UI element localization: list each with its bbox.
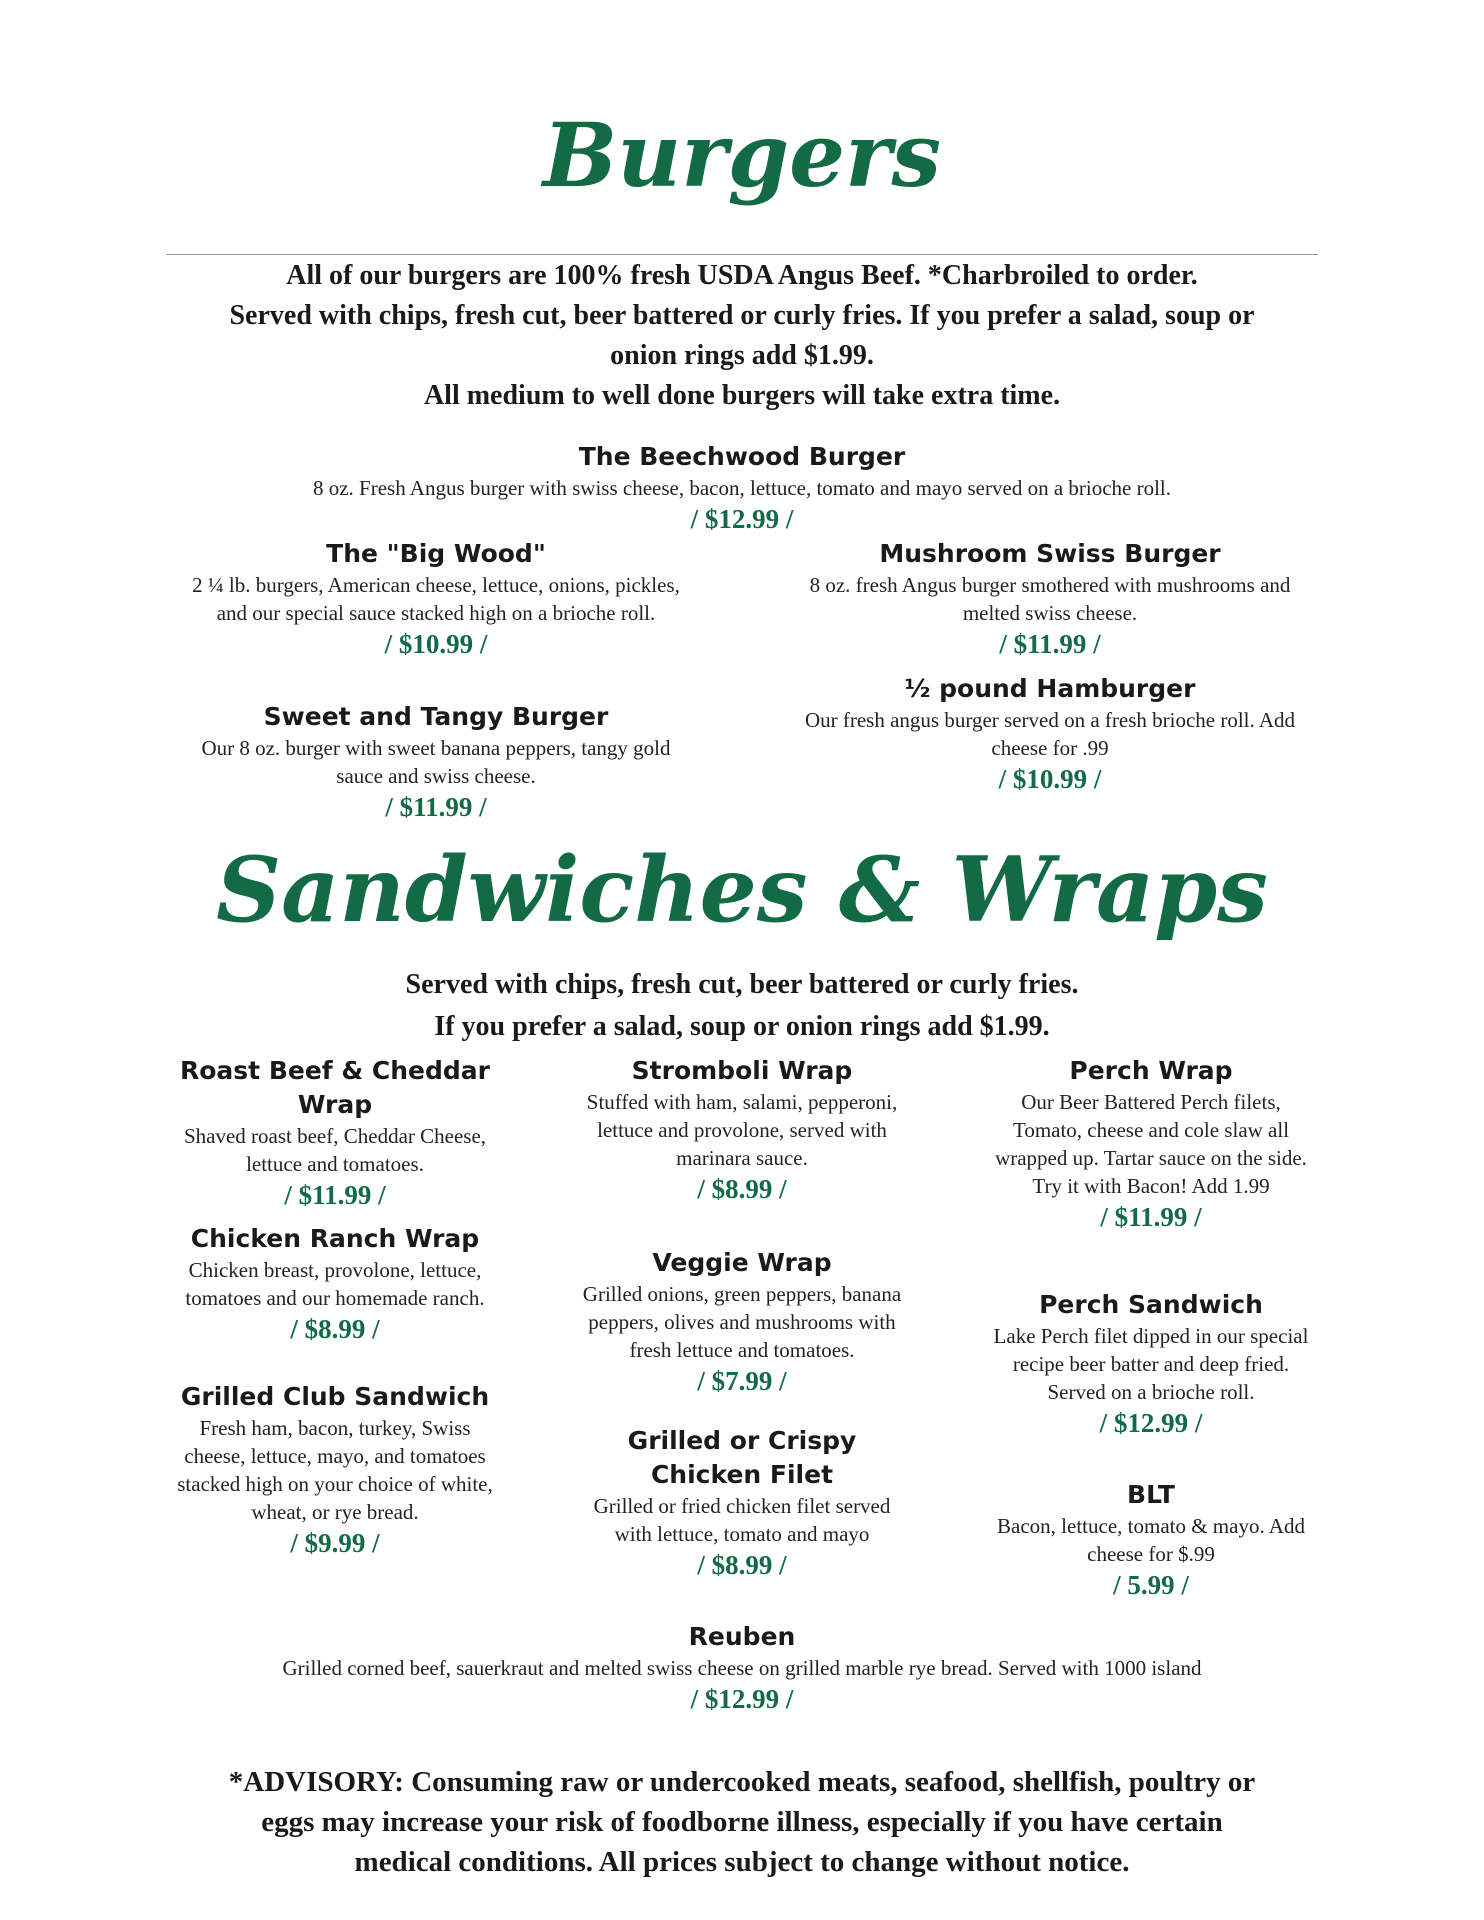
item-description: Grilled corned beef, sauerkraut and melted swiss cheese on grilled marble rye bread. Served with 1000 island <box>282 1656 1202 1680</box>
advisory-line: eggs may increase your risk of foodborne illness, especially if you have certain <box>261 1806 1223 1838</box>
burgers-title: Burgers <box>542 103 942 207</box>
intro-line: If you prefer a salad, soup or onion rings add $1.99. <box>434 1011 1050 1042</box>
advisory-line: *ADVISORY: Consuming raw or undercooked meats, seafood, shellfish, poultry or <box>228 1766 1256 1798</box>
item-price: / $11.99 / <box>999 629 1101 659</box>
item-description: Our 8 oz. burger with sweet banana peppers, tangy gold sauce and swiss cheese. <box>201 736 671 788</box>
item-description: Our fresh angus burger served on a fresh brioche roll. Add cheese for .99 <box>804 708 1296 760</box>
item-description: Chicken breast, provolone, lettuce, tomatoes and our homemade ranch. <box>185 1258 485 1310</box>
burgers-intro <box>140 256 1344 416</box>
item-name: Grilled Club Sandwich <box>180 1382 490 1411</box>
sandwiches-title: Sandwiches & Wraps <box>216 837 1268 943</box>
item-price: / 5.99 / <box>1113 1570 1189 1600</box>
item-price: / $11.99 / <box>284 1180 386 1210</box>
item-name: Perch Sandwich <box>1039 1290 1263 1319</box>
item-price: / $8.99 / <box>697 1174 787 1204</box>
item-description: Grilled onions, green peppers, banana peppers, olives and mushrooms with fresh lettuce and tomatoes. <box>582 1282 902 1362</box>
menu-item <box>582 1246 902 1398</box>
intro-line: Served with chips, fresh cut, beer battered or curly fries. If you prefer a salad, soup or <box>229 300 1255 331</box>
advisory-notice <box>150 1762 1334 1882</box>
item-price: / $8.99 / <box>290 1314 380 1344</box>
item-description: Bacon, lettuce, tomato & mayo. Add cheese for $.99 <box>997 1514 1305 1566</box>
menu-item <box>150 440 1334 536</box>
menu-item <box>186 537 686 661</box>
sandwiches-intro <box>140 964 1344 1048</box>
intro-line: Served with chips, fresh cut, beer battered or curly fries. <box>405 969 1079 1000</box>
intro-line: All of our burgers are 100% fresh USDA Angus Beef. *Charbroiled to order. <box>286 260 1198 291</box>
item-name: Mushroom Swiss Burger <box>879 539 1221 568</box>
menu-item <box>780 672 1320 796</box>
item-description: Lake Perch filet dipped in our special recipe beer batter and deep fried. Served on a brioche roll. <box>993 1324 1309 1404</box>
item-name: The "Big Wood" <box>326 539 546 568</box>
menu-item <box>582 1054 902 1206</box>
item-price: / $12.99 / <box>690 504 794 534</box>
item-price: / $12.99 / <box>690 1684 794 1714</box>
menu-item <box>180 1222 490 1346</box>
menu-item <box>186 700 686 824</box>
item-description: Grilled or fried chicken filet served with lettuce, tomato and mayo <box>593 1494 891 1546</box>
intro-line: onion rings add $1.99. <box>610 340 874 371</box>
item-name: Sweet and Tangy Burger <box>263 702 609 731</box>
item-description: Shaved roast beef, Cheddar Cheese, lettuce and tomatoes. <box>183 1124 487 1176</box>
item-name: Veggie Wrap <box>652 1248 832 1277</box>
menu-item <box>780 537 1320 661</box>
item-name: Perch Wrap <box>1069 1056 1233 1085</box>
item-name: Chicken Ranch Wrap <box>190 1224 480 1253</box>
menu-item <box>990 1288 1312 1440</box>
advisory-line: medical conditions. All prices subject to change without notice. <box>354 1846 1130 1878</box>
item-description: Our Beer Battered Perch filets, Tomato, cheese and cole slaw all wrapped up. Tartar sauce on the side. Try it with Bacon! Add 1.99 <box>995 1090 1307 1198</box>
intro-line: All medium to well done burgers will take extra time. <box>423 380 1061 411</box>
item-price: / $8.99 / <box>697 1550 787 1580</box>
item-name: BLT <box>1127 1480 1175 1509</box>
divider <box>166 254 1318 255</box>
menu-item <box>990 1478 1312 1602</box>
item-price: / $12.99 / <box>1099 1408 1203 1438</box>
item-name: Stromboli Wrap <box>631 1056 853 1085</box>
item-price: / $9.99 / <box>290 1528 380 1558</box>
menu-item <box>175 1380 495 1560</box>
item-description: 8 oz. fresh Angus burger smothered with mushrooms and melted swiss cheese. <box>809 573 1291 625</box>
item-description: 2 ¼ lb. burgers, American cheese, lettuce, onions, pickles, and our special sauce stacked high on a brioche roll. <box>192 573 680 625</box>
menu-item <box>990 1054 1312 1234</box>
menu-item <box>575 1424 909 1582</box>
item-price: / $10.99 / <box>384 629 488 659</box>
menu-item <box>180 1054 490 1212</box>
item-description: 8 oz. Fresh Angus burger with swiss cheese, bacon, lettuce, tomato and mayo served on a brioche roll. <box>312 476 1172 500</box>
item-price: / $11.99 / <box>1100 1202 1202 1232</box>
item-description: Stuffed with ham, salami, pepperoni, lettuce and provolone, served with marinara sauce. <box>586 1090 898 1170</box>
menu-item <box>150 1620 1334 1716</box>
item-name: ½ pound Hamburger <box>904 674 1196 703</box>
item-price: / $10.99 / <box>998 764 1102 794</box>
item-price: / $7.99 / <box>697 1366 787 1396</box>
item-name: Grilled or Crispy Chicken Filet <box>627 1426 857 1489</box>
item-price: / $11.99 / <box>385 792 487 822</box>
item-description: Fresh ham, bacon, turkey, Swiss cheese, lettuce, mayo, and tomatoes stacked high on your choice of white, wheat, or rye bread. <box>177 1416 493 1524</box>
item-name: Reuben <box>688 1622 796 1651</box>
item-name: The Beechwood Burger <box>578 442 906 471</box>
item-name: Roast Beef & Cheddar Wrap <box>180 1056 490 1119</box>
